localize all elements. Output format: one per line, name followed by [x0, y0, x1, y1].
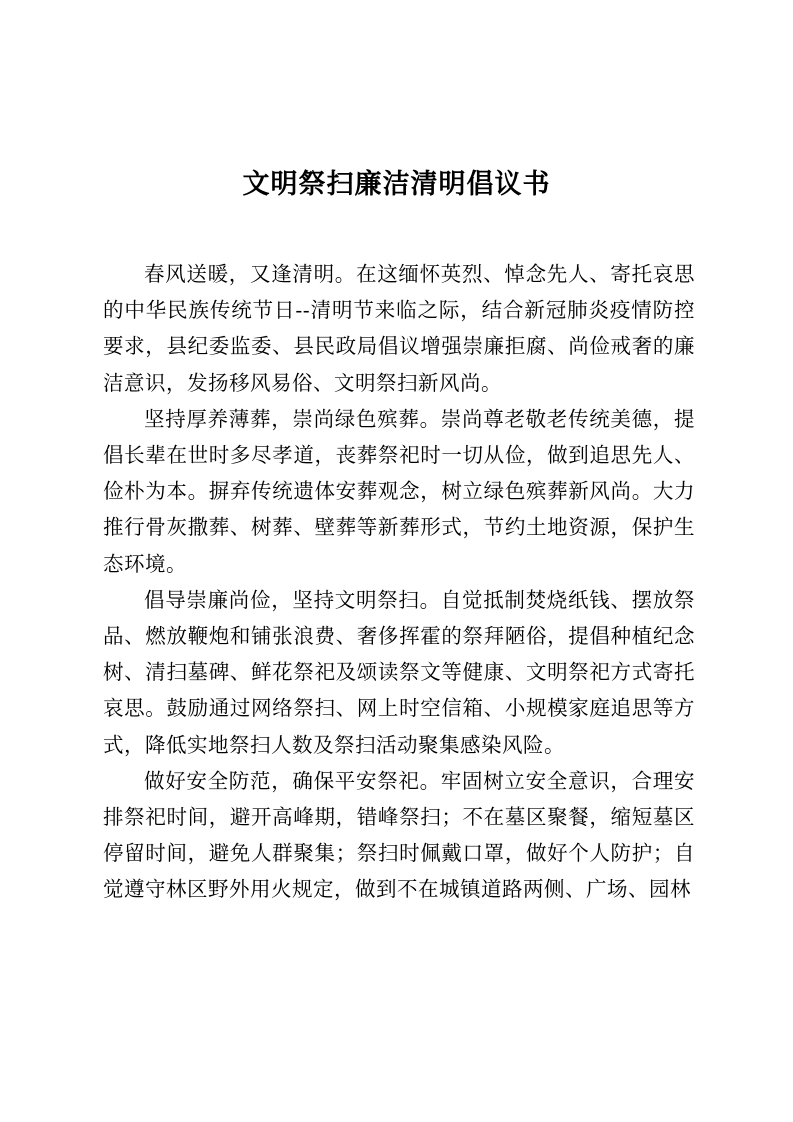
document-title: 文明祭扫廉洁清明倡议书: [242, 169, 551, 200]
paragraph: 春风送暖，又逢清明。在这缅怀英烈、悼念先人、寄托哀思的中华民族传统节日--清明节来临之际，结合新冠肺炎疫情防控要求，县纪委监委、县民政局倡议增强崇廉拒腐、尚俭戒奢的廉洁意识，发扬移风易俗、文明祭扫新风尚。: [103, 262, 695, 395]
paragraph: 做好安全防范，确保平安祭祀。牢固树立安全意识，合理安排祭祀时间，避开高峰期，错峰祭扫；不在墓区聚餐，缩短墓区停留时间，避免人群聚集；祭扫时佩戴口罩，做好个人防护；自觉遵守林区野外用火规定，做到不在城镇道路两侧、广场、园林: [103, 768, 695, 902]
paragraph: 倡导崇廉尚俭，坚持文明祭扫。自觉抵制焚烧纸钱、摆放祭品、燃放鞭炮和铺张浪费、奢侈挥霍的祭拜陋俗，提倡种植纪念树、清扫墓碑、鲜花祭祀及颂读祭文等健康、文明祭祀方式寄托哀思。鼓励通过网络祭扫、网上时空信箱、小规模家庭追思等方式，降低实地祭扫人数及祭扫活动聚集感染风险。: [103, 587, 695, 757]
paragraph: 坚持厚养薄葬，崇尚绿色殡葬。崇尚尊老敬老传统美德，提倡长辈在世时多尽孝道，丧葬祭祀时一切从俭，做到追思先人、俭朴为本。摒弃传统遗体安葬观念，树立绿色殡葬新风尚。大力推行骨灰撒葬、树葬、壁葬等新葬形式，节约土地资源，保护生态环境。: [103, 406, 695, 576]
document-body: [103, 256, 695, 908]
